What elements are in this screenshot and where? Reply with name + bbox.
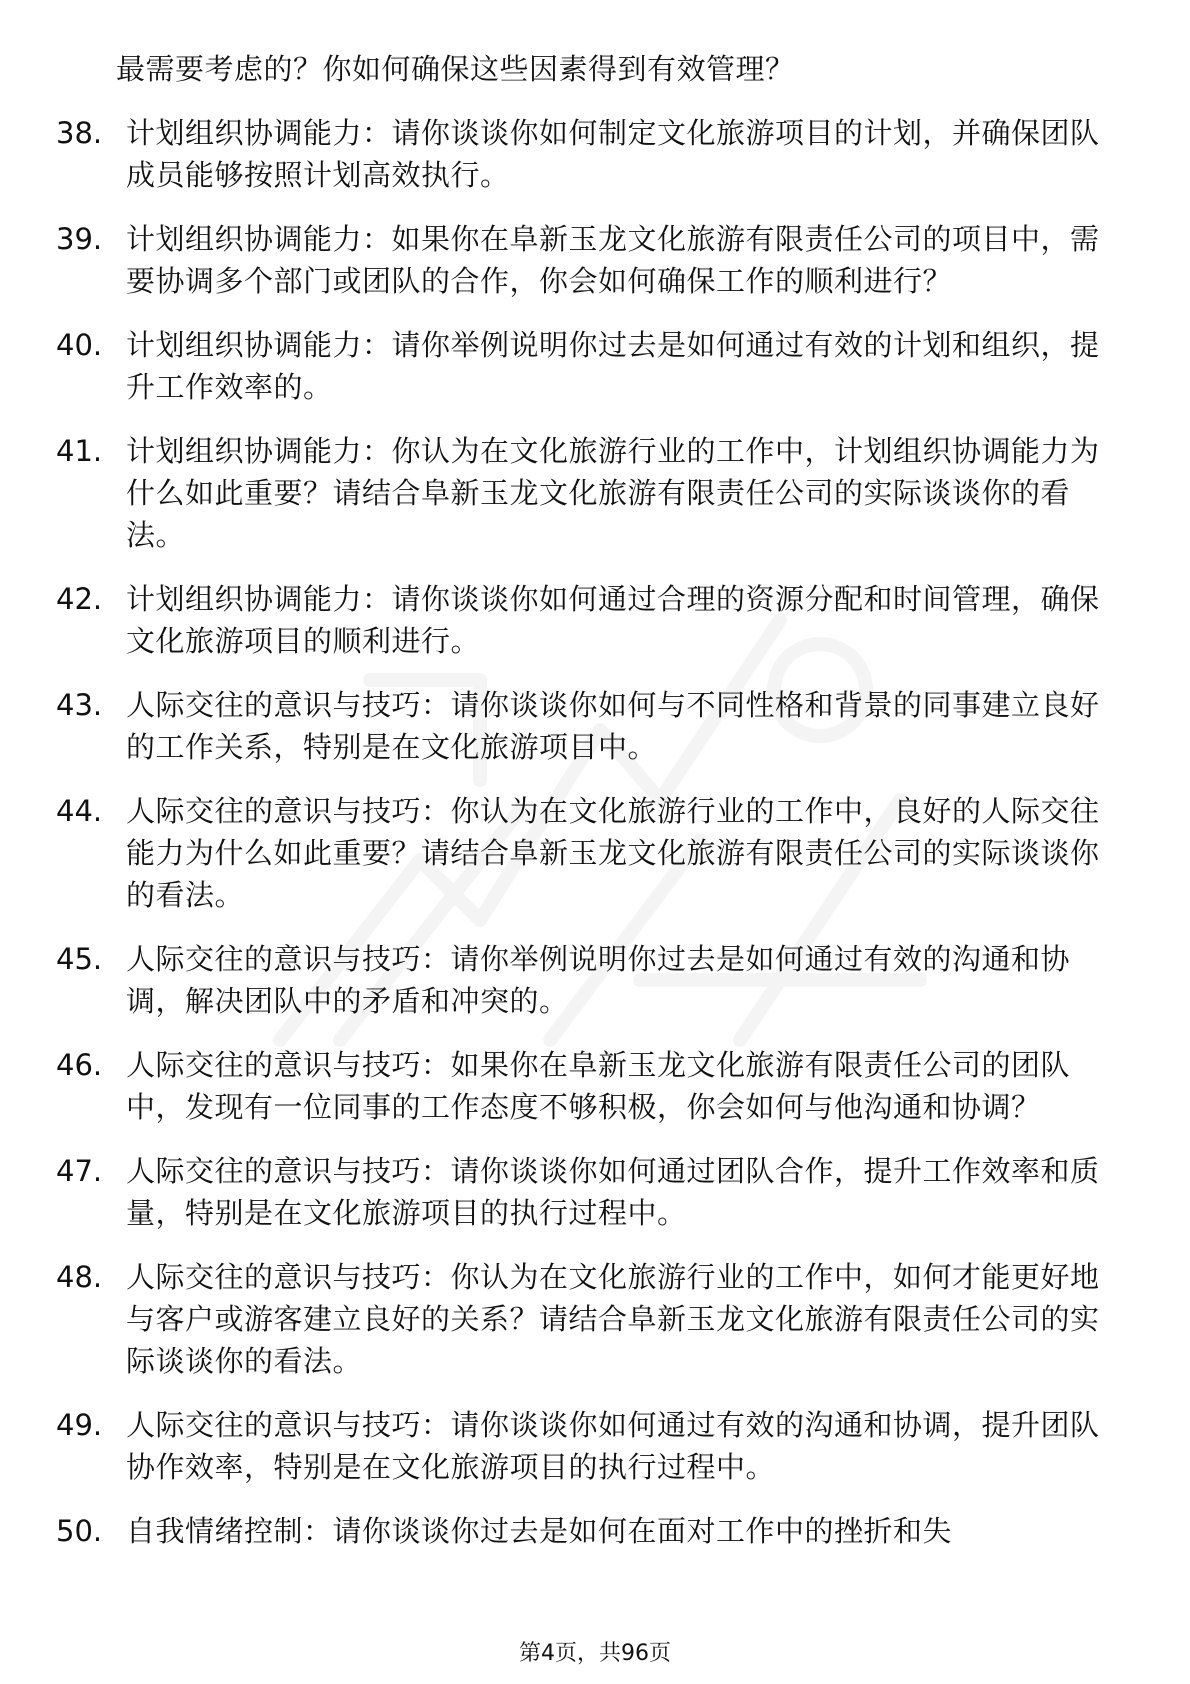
list-item — [56, 1044, 1116, 1128]
question-number: 44. — [56, 794, 103, 828]
list-item — [56, 112, 1116, 196]
list-item — [56, 218, 1116, 302]
list-item — [56, 578, 1116, 662]
question-number: 48. — [56, 1260, 103, 1294]
list-item — [56, 1256, 1116, 1382]
question-number: 47. — [56, 1154, 103, 1188]
question-text: 人际交往的意识与技巧：你认为在文化旅游行业的工作中，良好的人际交往能力为什么如此重要？请结合阜新玉龙文化旅游有限责任公司的实际谈谈你的看法。 — [126, 794, 1100, 912]
list-item — [56, 1510, 1116, 1552]
list-item — [56, 938, 1116, 1022]
question-number: 40. — [56, 328, 103, 362]
list-item — [56, 1150, 1116, 1234]
question-text: 人际交往的意识与技巧：请你谈谈你如何通过团队合作，提升工作效率和质量，特别是在文化旅游项目的执行过程中。 — [126, 1154, 1100, 1230]
list-item — [56, 430, 1116, 556]
question-number: 38. — [56, 116, 103, 150]
list-item — [56, 790, 1116, 916]
question-text: 计划组织协调能力：如果你在阜新玉龙文化旅游有限责任公司的项目中，需要协调多个部门或团队的合作，你会如何确保工作的顺利进行？ — [126, 222, 1100, 298]
question-number: 42. — [56, 582, 103, 616]
question-text: 人际交往的意识与技巧：请你谈谈你如何与不同性格和背景的同事建立良好的工作关系，特别是在文化旅游项目中。 — [126, 688, 1100, 764]
list-item — [56, 1404, 1116, 1488]
question-number: 41. — [56, 434, 103, 468]
question-text: 计划组织协调能力：请你谈谈你如何通过合理的资源分配和时间管理，确保文化旅游项目的顺利进行。 — [126, 582, 1100, 658]
page-footer: 第4页，共96页 — [519, 1641, 671, 1666]
question-text: 自我情绪控制：请你谈谈你过去是如何在面对工作中的挫折和失 — [126, 1514, 953, 1548]
continued-text: 最需要考虑的？你如何确保这些因素得到有效管理？ — [116, 52, 795, 86]
question-number: 45. — [56, 942, 103, 976]
question-number: 50. — [56, 1514, 103, 1548]
question-text: 人际交往的意识与技巧：请你谈谈你如何通过有效的沟通和协调，提升团队协作效率，特别是在文化旅游项目的执行过程中。 — [126, 1408, 1100, 1484]
question-text: 计划组织协调能力：请你谈谈你如何制定文化旅游项目的计划，并确保团队成员能够按照计划高效执行。 — [126, 116, 1100, 192]
question-text: 人际交往的意识与技巧：请你举例说明你过去是如何通过有效的沟通和协调，解决团队中的矛盾和冲突的。 — [126, 942, 1071, 1018]
question-number: 46. — [56, 1048, 103, 1082]
question-number: 43. — [56, 688, 103, 722]
question-number: 39. — [56, 222, 103, 256]
question-text: 计划组织协调能力：请你举例说明你过去是如何通过有效的计划和组织，提升工作效率的。 — [126, 328, 1100, 404]
question-text: 人际交往的意识与技巧：如果你在阜新玉龙文化旅游有限责任公司的团队中，发现有一位同事的工作态度不够积极，你会如何与他沟通和协调？ — [126, 1048, 1071, 1124]
list-item — [56, 324, 1116, 408]
question-text: 人际交往的意识与技巧：你认为在文化旅游行业的工作中，如何才能更好地与客户或游客建立良好的关系？请结合阜新玉龙文化旅游有限责任公司的实际谈谈你的看法。 — [126, 1260, 1100, 1378]
question-number: 49. — [56, 1408, 103, 1442]
question-text: 计划组织协调能力：你认为在文化旅游行业的工作中，计划组织协调能力为什么如此重要？请结合阜新玉龙文化旅游有限责任公司的实际谈谈你的看法。 — [126, 434, 1100, 552]
question-list — [56, 48, 1116, 1574]
list-item — [56, 684, 1116, 768]
